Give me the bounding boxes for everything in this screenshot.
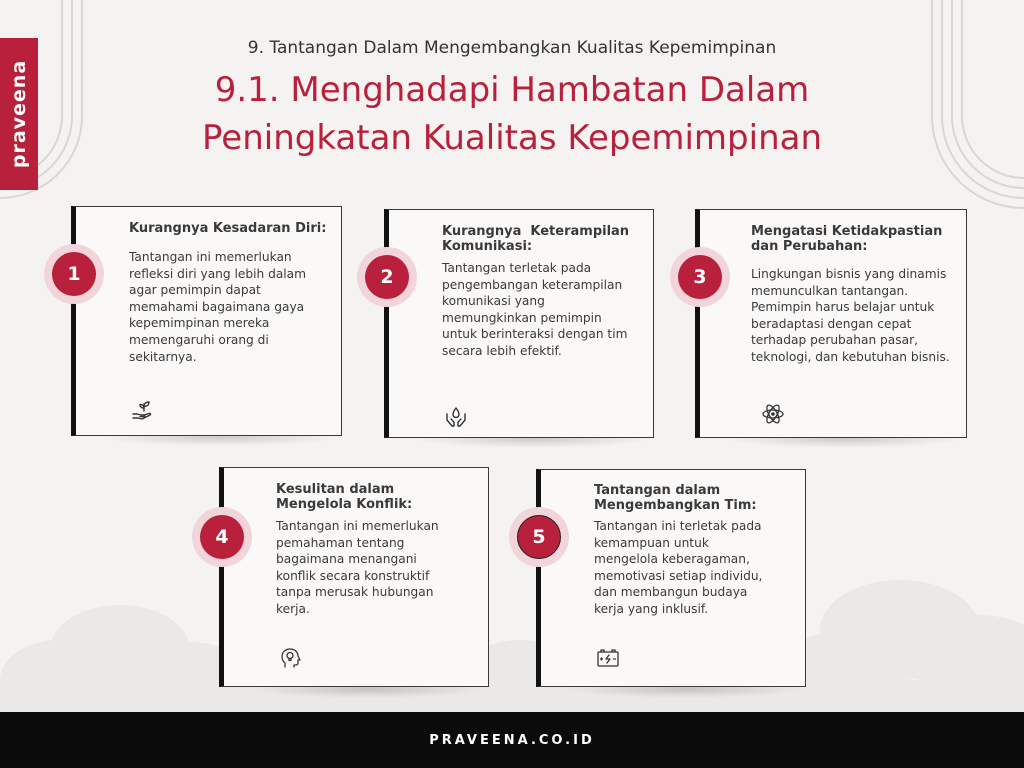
card-uncertainty-change bbox=[695, 209, 967, 438]
brand-logo-text: praveena bbox=[8, 59, 30, 169]
atom-icon bbox=[761, 402, 785, 426]
card-text: Tantangan ini memerlukan pemahaman tentang bagaimana menangani konflik secara konstruktif tanpa merusak hubungan kerja. bbox=[276, 519, 439, 616]
footer-bar bbox=[0, 712, 1024, 768]
section-subtitle: 9. Tantangan Dalam Mengembangkan Kualitas Kepemimpinan bbox=[247, 38, 777, 58]
footer-website-link[interactable]: PRAVEENA.CO.ID bbox=[429, 732, 595, 748]
step-number: 1 bbox=[52, 252, 96, 296]
card-title: Kesulitan dalam Mengelola Konflik: bbox=[276, 482, 413, 512]
page-title bbox=[112, 66, 912, 162]
brand-logo-tab bbox=[0, 38, 38, 190]
hand-plant-icon bbox=[131, 398, 155, 422]
step-number: 5 bbox=[517, 515, 561, 559]
step-badge-4 bbox=[192, 507, 252, 567]
card-title: Tantangan dalam Mengembangkan Tim: bbox=[594, 483, 757, 513]
battery-charge-icon bbox=[596, 646, 620, 670]
step-number: 3 bbox=[678, 255, 722, 299]
card-text: Tantangan ini memerlukan refleksi diri yang lebih dalam agar pemimpin dapat memahami bagaimana gaya kepemimpinan mereka memengaruhi orang di sekitarnya. bbox=[129, 250, 307, 364]
card-self-awareness bbox=[71, 206, 342, 436]
hands-flame-icon bbox=[444, 405, 468, 429]
page-title-line-1: 9.1. Menghadapi Hambatan Dalam bbox=[214, 70, 810, 110]
page-title-line-2: Peningkatan Kualitas Kepemimpinan bbox=[201, 118, 823, 158]
card-text: Lingkungan bisnis yang dinamis memunculkan tantangan. Pemimpin harus belajar untuk beradaptasi dengan cepat terhadap perubahan pasar, teknologi, dan kebutuhan bisnis. bbox=[751, 267, 950, 364]
step-number: 4 bbox=[200, 515, 244, 559]
step-badge-1 bbox=[44, 244, 104, 304]
card-communication-skills bbox=[384, 209, 654, 438]
step-number: 2 bbox=[365, 255, 409, 299]
head-lightbulb-icon bbox=[279, 646, 303, 670]
step-badge-2 bbox=[357, 247, 417, 307]
step-badge-3 bbox=[670, 247, 730, 307]
step-badge-5 bbox=[509, 507, 569, 567]
card-text: Tantangan ini terletak pada kemampuan untuk mengelola keberagaman, memotivasi setiap individu, dan membangun budaya kerja yang inklusif. bbox=[594, 519, 763, 616]
card-title: Kurangnya Keterampilan Komunikasi: bbox=[442, 224, 630, 254]
card-conflict-management bbox=[219, 467, 489, 687]
card-text: Tantangan terletak pada pengembangan keterampilan komunikasi yang memungkinkan pemimpin untuk berinteraksi dengan tim secara lebih efektif. bbox=[442, 261, 628, 358]
card-title: Mengatasi Ketidakpastian dan Perubahan: bbox=[751, 224, 943, 254]
card-team-development bbox=[536, 469, 806, 687]
card-title: Kurangnya Kesadaran Diri: bbox=[129, 221, 327, 236]
